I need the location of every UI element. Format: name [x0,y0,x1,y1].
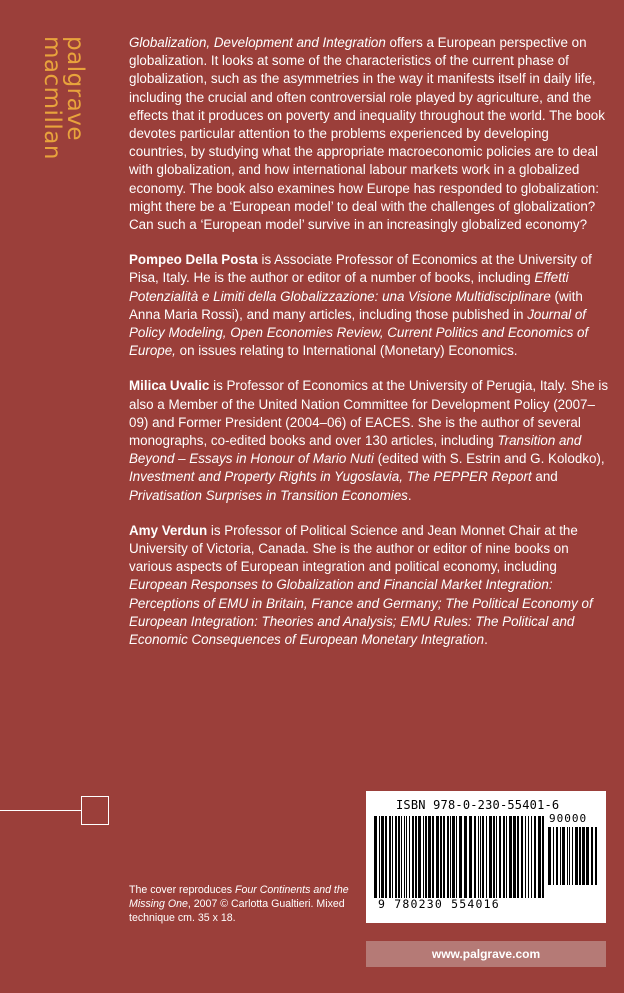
bio-book-title: Transition and Beyond – Essays in Honour of Mario Nuti [129,433,582,467]
bio-journal-titles: Journal of Policy Modeling, Open Economies Review, Current Politics and Economics of Europe, [129,306,589,359]
bio-text: and [531,469,558,485]
website-link[interactable]: www.palgrave.com [366,941,606,967]
logo-line-palgrave: palgrave [62,36,88,141]
description-text: offers a European perspective on globalization. It looks at some of the characteristics of the current phase of globalization, such as the asymmetries in the way it manifests itself in daily life, including the crucial and often controversial role played by agriculture, and the effects that it produces on poverty and inequality throughout the world. The book devotes particular attention to the problems experienced by developing countries, by studying what the appropriate macroeconomic policies are to deal with globalization, and how international labour markets work in a globalized economy. The book also examines how Europe has responded to globalization: might there be a ‘European model’ to deal with the challenges of globalization? Can such a ‘European model’ survive in an increasingly globalized economy? [129,35,605,233]
bio-text: (edited with S. Estrin and G. Kolodko), [373,451,605,467]
bio-book-title: Investment and Property Rights in Yugoslavia, The PEPPER Report [129,469,532,485]
isbn-barcode-icon [374,816,544,898]
artwork-title: Four Continents and the Missing One [129,884,349,911]
bio-text: is Professor of Political Science and Jean Monnet Chair at the University of Victoria, Canada. She is the author or editor of nine books on various aspects of European integration and political economy, including [129,522,578,575]
logo-text [40,36,86,160]
isbn-digits: 9 780230 554016 [378,897,500,911]
author-bio-verdun [129,522,609,649]
decorative-line [0,810,82,811]
book-title: Globalization, Development and Integration [129,35,386,50]
decorative-square [81,796,109,825]
price-code: 90000 [549,812,588,825]
author-name: Amy Verdun [129,522,208,538]
author-bio-uvalic [129,377,609,504]
book-description [129,34,609,234]
back-cover-text [129,34,609,666]
bio-book-title: Privatisation Surprises in Transition Economies [129,487,408,503]
logo-line-macmillan: macmillan [39,36,65,160]
palgrave-macmillan-logo [38,36,108,176]
author-bio-della-posta [129,251,609,360]
caption-text: The cover reproduces [129,884,235,896]
bio-text: on issues relating to International (Monetary) Economics. [175,343,518,359]
bio-text: is Professor of Economics at the University of Perugia, Italy. She is also a Member of the United Nation Committee for Development Policy (2007–09) and Former President (2004–06) of EACES. She is the author of several monographs, co-edited books and over 130 articles, including [129,378,609,449]
cover-caption [129,883,369,926]
bio-text: is Associate Professor of Economics at the University of Pisa, Italy. He is the author or editor of a number of books, including [129,252,592,286]
bio-text: . [407,487,412,503]
author-name: Pompeo Della Posta [129,252,258,268]
bio-book-title: Effetti Potenzialità e Limiti della Globalizzazione: una Visione Multidisciplinare [129,270,569,304]
barcode-panel [366,791,606,923]
bio-book-titles: European Responses to Globalization and Financial Market Integration: Perceptions of EMU in Britain, France and Germany; The Political Economy of European Integration: Theories and Analysis; EMU Rules: The Political and Economic Consequences of European Monetary Integration [129,577,593,648]
isbn-label: ISBN 978-0-230-55401-6 [396,798,560,812]
author-name: Milica Uvalic [129,378,210,394]
bio-text: (with Anna Maria Rossi), and many articles, including those published in [129,288,583,322]
bio-text: . [484,632,488,648]
caption-text: , 2007 © Carlotta Gualtieri. Mixed technique cm. 35 x 18. [129,898,345,925]
price-barcode-icon [548,827,598,885]
